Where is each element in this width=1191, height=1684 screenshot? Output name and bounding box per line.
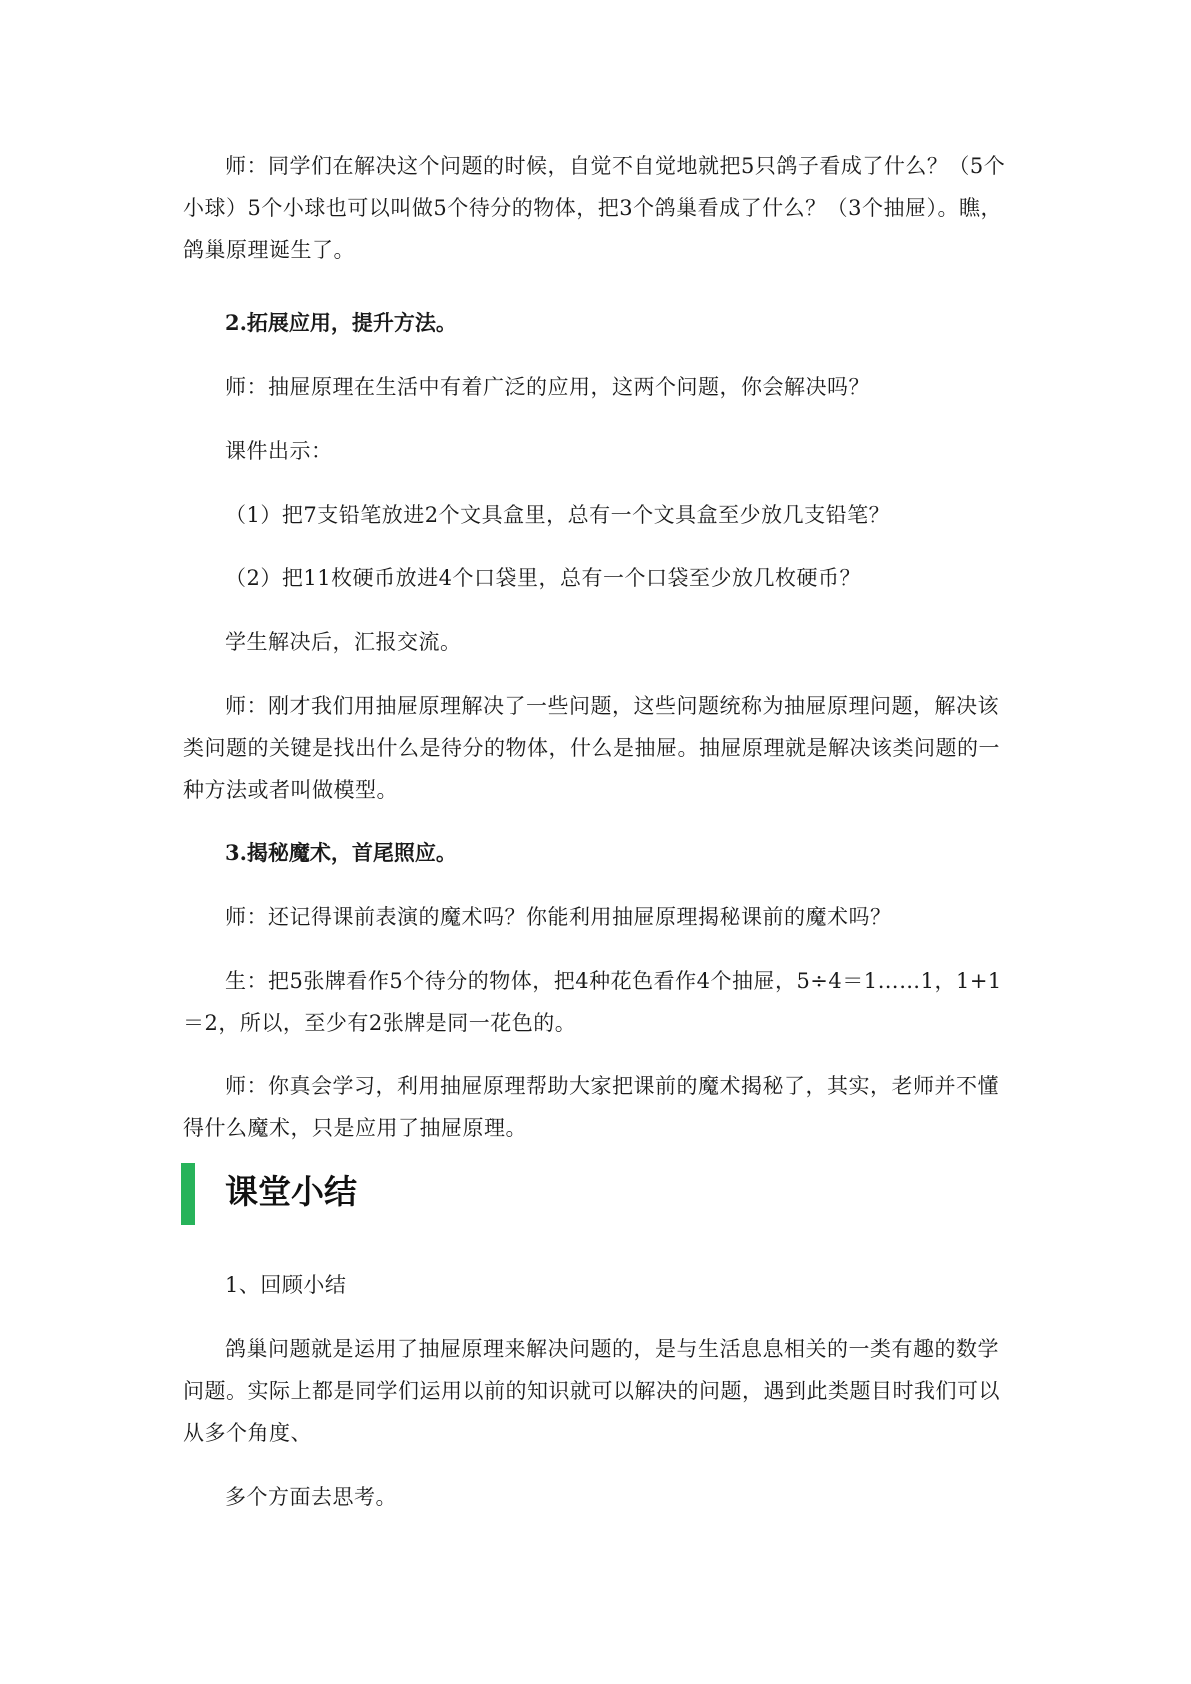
paragraph-summary-body: 鸽巢问题就是运用了抽屉原理来解决问题的，是与生活息息相关的一类有趣的数学问题。实际上都是同学们运用以前的知识就可以解决的问题，遇到此类题目时我们可以从多个角度、 [183,1337,1000,1445]
summary-item-review: 1、回顾小结 [225,1273,347,1297]
paragraph-teacher-question: 师：抽屉原理在生活中有着广泛的应用，这两个问题，你会解决吗？ [225,375,870,399]
subheading-extend-apply: 2.拓展应用，提升方法。 [225,310,457,335]
section-heading-class-summary [181,1163,781,1225]
subheading-reveal-magic: 3.揭秘魔术，首尾照应。 [225,840,457,865]
paragraph-teacher-praise: 师：你真会学习，利用抽屉原理帮助大家把课前的魔术揭秘了，其实，老师并不懂得什么魔术，只是应用了抽屉原理。 [183,1074,999,1140]
paragraph-drawer-principle-summary: 师：刚才我们用抽屉原理解决了一些问题，这些问题统称为抽屉原理问题，解决该类问题的关键是找出什么是待分的物体，什么是抽屉。抽屉原理就是解决该类问题的一种方法或者叫做模型。 [183,694,1000,802]
section-accent-bar [181,1163,195,1225]
paragraph-courseware-show: 课件出示： [225,439,333,463]
paragraph-student-answer: 生：把5张牌看作5个待分的物体，把4种花色看作4个抽屉，5÷4＝1……1，1+1＝2，所以，至少有2张牌是同一花色的。 [183,969,1002,1035]
paragraph-pigeon-intro: 师：同学们在解决这个问题的时候，自觉不自觉地就把5只鸽子看成了什么？（5个小球）5个小球也可以叫做5个待分的物体，把3个鸽巢看成了什么？（3个抽屉）。瞧，鸽巢原理诞生了。 [183,154,1006,262]
paragraph-students-report: 学生解决后，汇报交流。 [225,630,462,654]
problem-2: （2）把11枚硬币放进4个口袋里，总有一个口袋至少放几枚硬币？ [225,566,861,590]
section-title: 课堂小结 [225,1172,357,1211]
problem-1: （1）把7支铅笔放进2个文具盒里，总有一个文具盒至少放几支铅笔？ [225,503,891,527]
paragraph-magic-question: 师：还记得课前表演的魔术吗？你能利用抽屉原理揭秘课前的魔术吗？ [225,905,892,929]
paragraph-summary-end: 多个方面去思考。 [225,1485,397,1509]
